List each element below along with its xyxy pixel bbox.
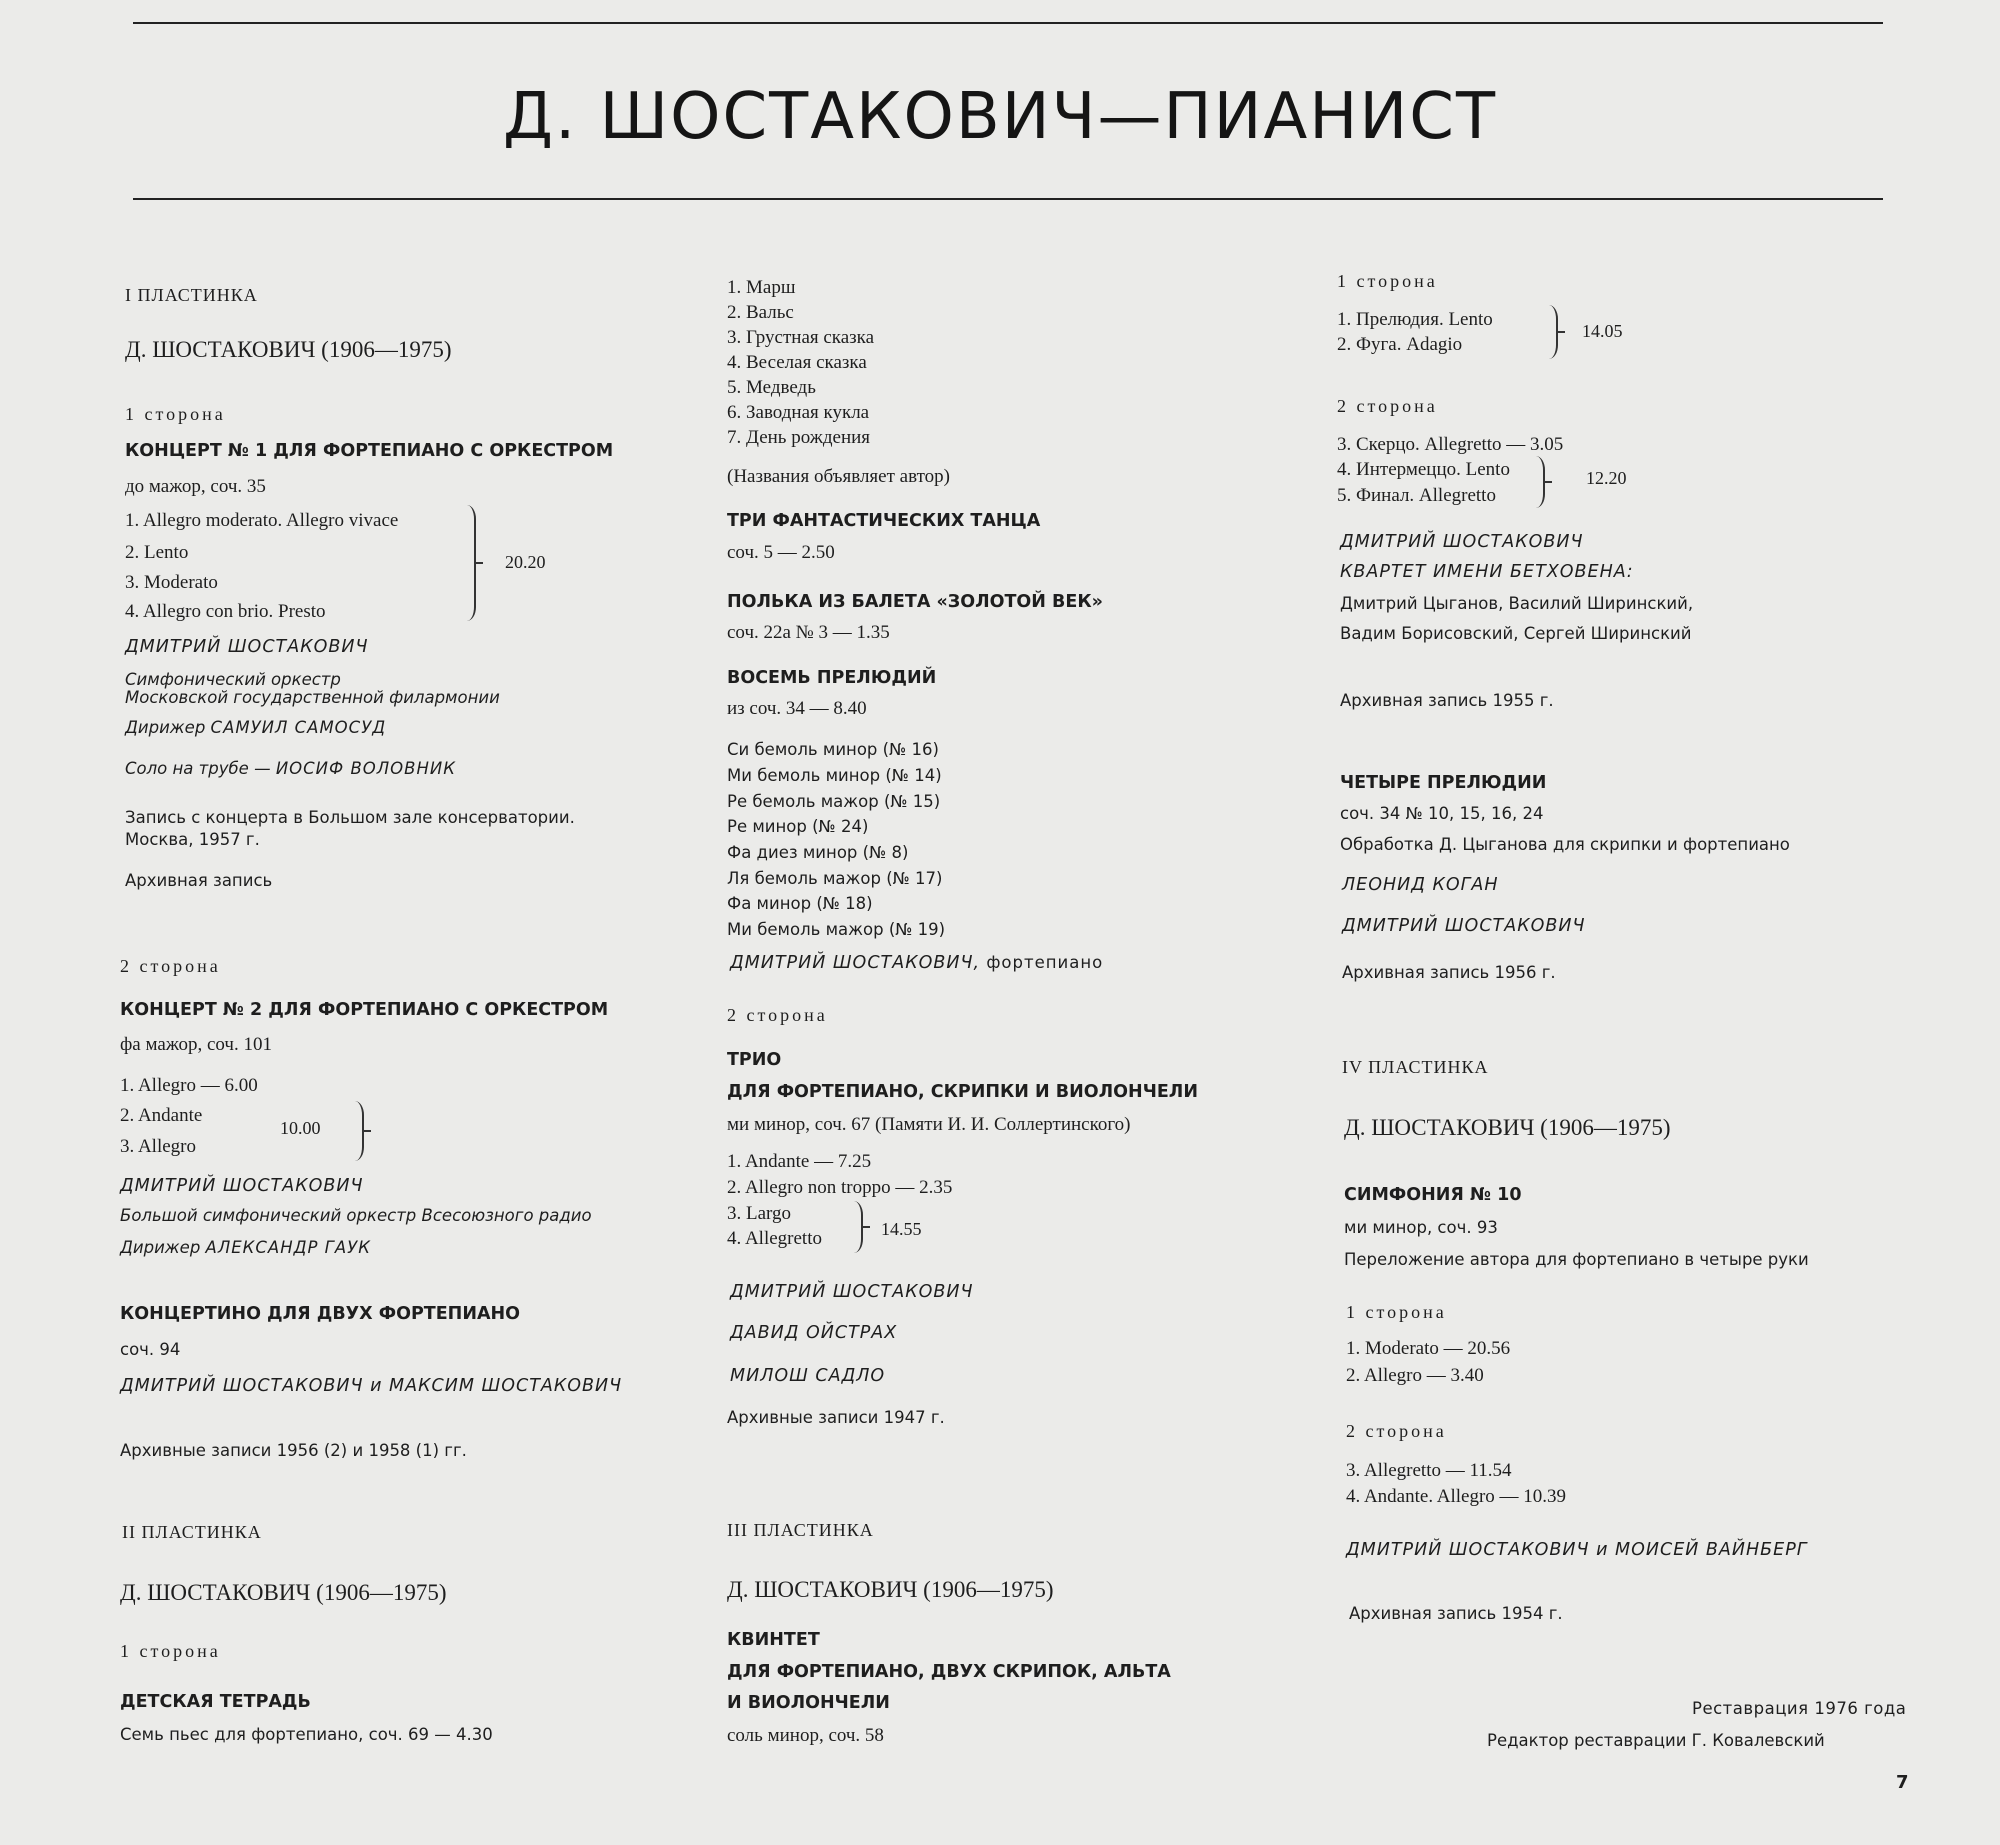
- concerto1-movement-1: 1. Allegro moderato. Allegro vivace: [125, 510, 399, 531]
- disc1-side2-label: 2 сторона: [120, 956, 221, 976]
- disc4-label: IV ПЛАСТИНКА: [1342, 1057, 1489, 1077]
- symphony-performer-a: ДМИТРИЙ ШОСТАКОВИЧ: [1346, 1540, 1590, 1560]
- concerto1-movement-3: 3. Moderato: [125, 572, 218, 593]
- prelude-item-4: Ре минор (№ 24): [727, 817, 869, 836]
- symphony-movement-3: 3. Allegretto — 11.54: [1346, 1460, 1512, 1481]
- concerto1-conductor: САМУИЛ САМОСУД: [210, 718, 387, 737]
- preludes4-opus: соч. 34 № 10, 15, 16, 24: [1340, 804, 1544, 823]
- disc4-composer: Д. ШОСТАКОВИЧ (1906—1975): [1344, 1115, 1671, 1140]
- trio-archive: Архивные записи 1947 г.: [727, 1408, 945, 1427]
- preludes8-instrument: фортепиано: [980, 953, 1104, 972]
- concerto1-note-line1: Запись с концерта в Большом зале консерватории.: [125, 808, 575, 827]
- restoration-editor: Редактор реставрации Г. Ковалевский: [1487, 1731, 1825, 1750]
- quintet-movement-2: 2. Фуга. Adagio: [1337, 334, 1463, 355]
- trio-movement-4: 4. Allegretto: [727, 1228, 822, 1249]
- preludes4-arrangement: Обработка Д. Цыганова для скрипки и фортепиано: [1340, 835, 1790, 854]
- polka-opus: соч. 22а № 3 — 1.35: [727, 622, 890, 643]
- concertino-title: КОНЦЕРТИНО ДЛЯ ДВУХ ФОРТЕПИАНО: [120, 1304, 521, 1324]
- concerto1-orchestra-line2: Московской государственной филармонии: [125, 688, 500, 707]
- preludes8-opus: из соч. 34 — 8.40: [727, 698, 867, 719]
- concerto2-title: КОНЦЕРТ № 2 ДЛЯ ФОРТЕПИАНО С ОРКЕСТРОМ: [120, 1000, 609, 1020]
- quintet-title-line1: КВИНТЕТ: [727, 1630, 820, 1650]
- concerto1-orchestra-line1: Симфонический оркестр: [125, 670, 341, 689]
- concerto1-pianist: ДМИТРИЙ ШОСТАКОВИЧ: [125, 637, 369, 657]
- disc2-label: II ПЛАСТИНКА: [122, 1522, 262, 1542]
- concertino-performer-a: ДМИТРИЙ ШОСТАКОВИЧ: [120, 1376, 364, 1396]
- concertino-and: и: [363, 1376, 390, 1396]
- concerto1-title: КОНЦЕРТ № 1 ДЛЯ ФОРТЕПИАНО С ОРКЕСТРОМ: [125, 441, 614, 461]
- concerto2-conductor: АЛЕКСАНДР ГАУК: [205, 1238, 371, 1257]
- quintet-title-line2: ДЛЯ ФОРТЕПИАНО, ДВУХ СКРИПОК, АЛЬТА: [727, 1662, 1171, 1682]
- disc1-side1-label: 1 сторона: [125, 404, 226, 424]
- concertino-archive: Архивные записи 1956 (2) и 1958 (1) гг.: [120, 1441, 467, 1460]
- trio-title-line2: ДЛЯ ФОРТЕПИАНО, СКРИПКИ И ВИОЛОНЧЕЛИ: [727, 1082, 1198, 1102]
- preludes4-archive: Архивная запись 1956 г.: [1342, 963, 1556, 982]
- symphony-movement-1: 1. Moderato — 20.56: [1346, 1338, 1511, 1359]
- quintet-movement-5: 5. Финал. Allegretto: [1337, 485, 1496, 506]
- concerto1-brace: [465, 505, 476, 621]
- notebook-piece-3: 3. Грустная сказка: [727, 327, 875, 348]
- concerto1-trumpet: ИОСИФ ВОЛОВНИК: [275, 759, 456, 778]
- disc3-side1-label: 1 сторона: [1337, 271, 1438, 291]
- prelude-item-1: Си бемоль минор (№ 16): [727, 740, 939, 759]
- dances-opus: соч. 5 — 2.50: [727, 542, 835, 563]
- disc3-side2-label: 2 сторона: [1337, 396, 1438, 416]
- concertino-performers: [120, 1374, 622, 1398]
- quintet-pianist: ДМИТРИЙ ШОСТАКОВИЧ: [1340, 532, 1584, 552]
- quintet-side2-duration: 12.20: [1586, 468, 1627, 488]
- preludes8-performer: ДМИТРИЙ ШОСТАКОВИЧ,: [730, 953, 981, 973]
- trio-performer-1: ДМИТРИЙ ШОСТАКОВИЧ: [730, 1282, 974, 1302]
- symphony-performer-b: МОИСЕЙ ВАЙНБЕРГ: [1615, 1540, 1808, 1560]
- concerto1-note-line2: Москва, 1957 г.: [125, 830, 260, 849]
- quintet-quartet-name: КВАРТЕТ ИМЕНИ БЕТХОВЕНА:: [1340, 562, 1634, 582]
- prelude-item-3: Ре бемоль мажор (№ 15): [727, 792, 941, 811]
- disc1-label: I ПЛАСТИНКА: [125, 285, 258, 305]
- quintet-archive: Архивная запись 1955 г.: [1340, 691, 1554, 710]
- symphony-archive: Архивная запись 1954 г.: [1349, 1604, 1563, 1623]
- concerto2-movement-3: 3. Allegro: [120, 1136, 196, 1157]
- restoration-year: Реставрация 1976 года: [1692, 1699, 1907, 1718]
- disc1-composer: Д. ШОСТАКОВИЧ (1906—1975): [125, 337, 452, 362]
- disc2-side1-label: 1 сторона: [120, 1641, 221, 1661]
- concerto2-key: фа мажор, соч. 101: [120, 1034, 272, 1055]
- notebook-note: (Названия объявляет автор): [727, 466, 950, 487]
- quintet-movement-3: 3. Скерцо. Allegretto — 3.05: [1337, 434, 1564, 455]
- disc4-side1-label: 1 сторона: [1346, 1302, 1447, 1322]
- conductor-prefix: Дирижер: [125, 718, 211, 737]
- disc4-side2-label: 2 сторона: [1346, 1421, 1447, 1441]
- page-title: Д. ШОСТАКОВИЧ—ПИАНИСТ: [502, 80, 1498, 154]
- conductor-prefix: Дирижер: [120, 1238, 206, 1257]
- concerto2-conductor-line: [120, 1236, 371, 1260]
- concerto1-movement-4: 4. Allegro con brio. Presto: [125, 601, 326, 622]
- quintet-side2-brace: [1534, 456, 1545, 508]
- page-number: 7: [1896, 1772, 1909, 1793]
- symphony-arrangement: Переложение автора для фортепиано в четыре руки: [1344, 1250, 1809, 1269]
- top-rule: [133, 22, 1883, 24]
- quintet-members-line2: Вадим Борисовский, Сергей Ширинский: [1340, 624, 1692, 643]
- notebook-piece-2: 2. Вальс: [727, 302, 794, 323]
- preludes8-performer-line: [730, 951, 1103, 975]
- disc3-composer: Д. ШОСТАКОВИЧ (1906—1975): [727, 1577, 1054, 1602]
- concerto1-key: до мажор, соч. 35: [125, 476, 266, 497]
- symphony-movement-2: 2. Allegro — 3.40: [1346, 1365, 1484, 1386]
- disc3-label: III ПЛАСТИНКА: [727, 1520, 874, 1540]
- symphony-performers: [1346, 1538, 1808, 1562]
- trio-duration: 14.55: [881, 1219, 922, 1239]
- trio-movement-1: 1. Andante — 7.25: [727, 1151, 872, 1172]
- notebook-piece-4: 4. Веселая сказка: [727, 352, 867, 373]
- concerto1-trumpet-line: [125, 757, 456, 781]
- quintet-title-line3: И ВИОЛОНЧЕЛИ: [727, 1693, 890, 1713]
- dances-title: ТРИ ФАНТАСТИЧЕСКИХ ТАНЦА: [727, 511, 1041, 531]
- disc2-composer: Д. ШОСТАКОВИЧ (1906—1975): [120, 1580, 447, 1605]
- concerto2-pianist: ДМИТРИЙ ШОСТАКОВИЧ: [120, 1176, 364, 1196]
- concerto2-movement-1: 1. Allegro — 6.00: [120, 1075, 258, 1096]
- concerto1-conductor-line: [125, 716, 386, 740]
- prelude-item-5: Фа диез минор (№ 8): [727, 843, 909, 862]
- preludes4-performer-1: ЛЕОНИД КОГАН: [1342, 875, 1499, 895]
- prelude-item-6: Ля бемоль мажор (№ 17): [727, 869, 943, 888]
- concertino-opus: соч. 94: [120, 1340, 181, 1359]
- prelude-item-8: Ми бемоль мажор (№ 19): [727, 920, 946, 939]
- concerto2-duration: 10.00: [280, 1118, 321, 1138]
- preludes4-title: ЧЕТЫРЕ ПРЕЛЮДИИ: [1340, 773, 1547, 793]
- title-bottom-rule: [133, 198, 1883, 200]
- disc2-side2-label: 2 сторона: [727, 1005, 828, 1025]
- quintet-movement-4: 4. Интермеццо. Lento: [1337, 459, 1510, 480]
- polka-title: ПОЛЬКА ИЗ БАЛЕТА «ЗОЛОТОЙ ВЕК»: [727, 592, 1103, 612]
- trio-movement-2: 2. Allegro non troppo — 2.35: [727, 1177, 953, 1198]
- quintet-members-line1: Дмитрий Цыганов, Василий Ширинский,: [1340, 594, 1694, 613]
- trio-key: ми минор, соч. 67 (Памяти И. И. Соллертинского): [727, 1114, 1131, 1135]
- prelude-item-7: Фа минор (№ 18): [727, 894, 873, 913]
- notebook-piece-6: 6. Заводная кукла: [727, 402, 870, 423]
- trio-movement-3: 3. Largo: [727, 1203, 792, 1224]
- trio-performer-2: ДАВИД ОЙСТРАХ: [730, 1323, 898, 1343]
- symphony-movement-4: 4. Andante. Allegro — 10.39: [1346, 1486, 1567, 1507]
- concertino-performer-b: МАКСИМ ШОСТАКОВИЧ: [389, 1376, 623, 1396]
- quintet-movement-1: 1. Прелюдия. Lento: [1337, 309, 1493, 330]
- trio-performer-3: МИЛОШ САДЛО: [730, 1366, 886, 1386]
- trio-title-line1: ТРИО: [727, 1050, 782, 1070]
- notebook-title: ДЕТСКАЯ ТЕТРАДЬ: [120, 1692, 311, 1712]
- concerto2-orchestra: Большой симфонический оркестр Всесоюзного радио: [120, 1206, 592, 1225]
- trumpet-prefix: Соло на трубе —: [125, 759, 276, 778]
- concerto1-movement-2: 2. Lento: [125, 542, 189, 563]
- concerto1-archive: Архивная запись: [125, 871, 273, 890]
- symphony-and: и: [1589, 1540, 1616, 1560]
- quintet-side1-brace: [1547, 305, 1558, 359]
- trio-brace: [852, 1201, 863, 1253]
- notebook-piece-5: 5. Медведь: [727, 377, 816, 398]
- preludes4-performer-2: ДМИТРИЙ ШОСТАКОВИЧ: [1342, 916, 1586, 936]
- symphony-key: ми минор, соч. 93: [1344, 1218, 1498, 1237]
- symphony-title: СИМФОНИЯ № 10: [1344, 1185, 1522, 1205]
- concerto1-duration: 20.20: [505, 552, 546, 572]
- concerto2-movement-2: 2. Andante: [120, 1105, 203, 1126]
- concerto2-brace: [353, 1101, 364, 1161]
- quintet-key: соль минор, соч. 58: [727, 1725, 884, 1746]
- quintet-side1-duration: 14.05: [1582, 321, 1623, 341]
- prelude-item-2: Ми бемоль минор (№ 14): [727, 766, 942, 785]
- notebook-subtitle: Семь пьес для фортепиано, соч. 69 — 4.30: [120, 1725, 493, 1744]
- notebook-piece-1: 1. Марш: [727, 277, 796, 298]
- notebook-piece-7: 7. День рождения: [727, 427, 871, 448]
- preludes8-title: ВОСЕМЬ ПРЕЛЮДИЙ: [727, 668, 937, 688]
